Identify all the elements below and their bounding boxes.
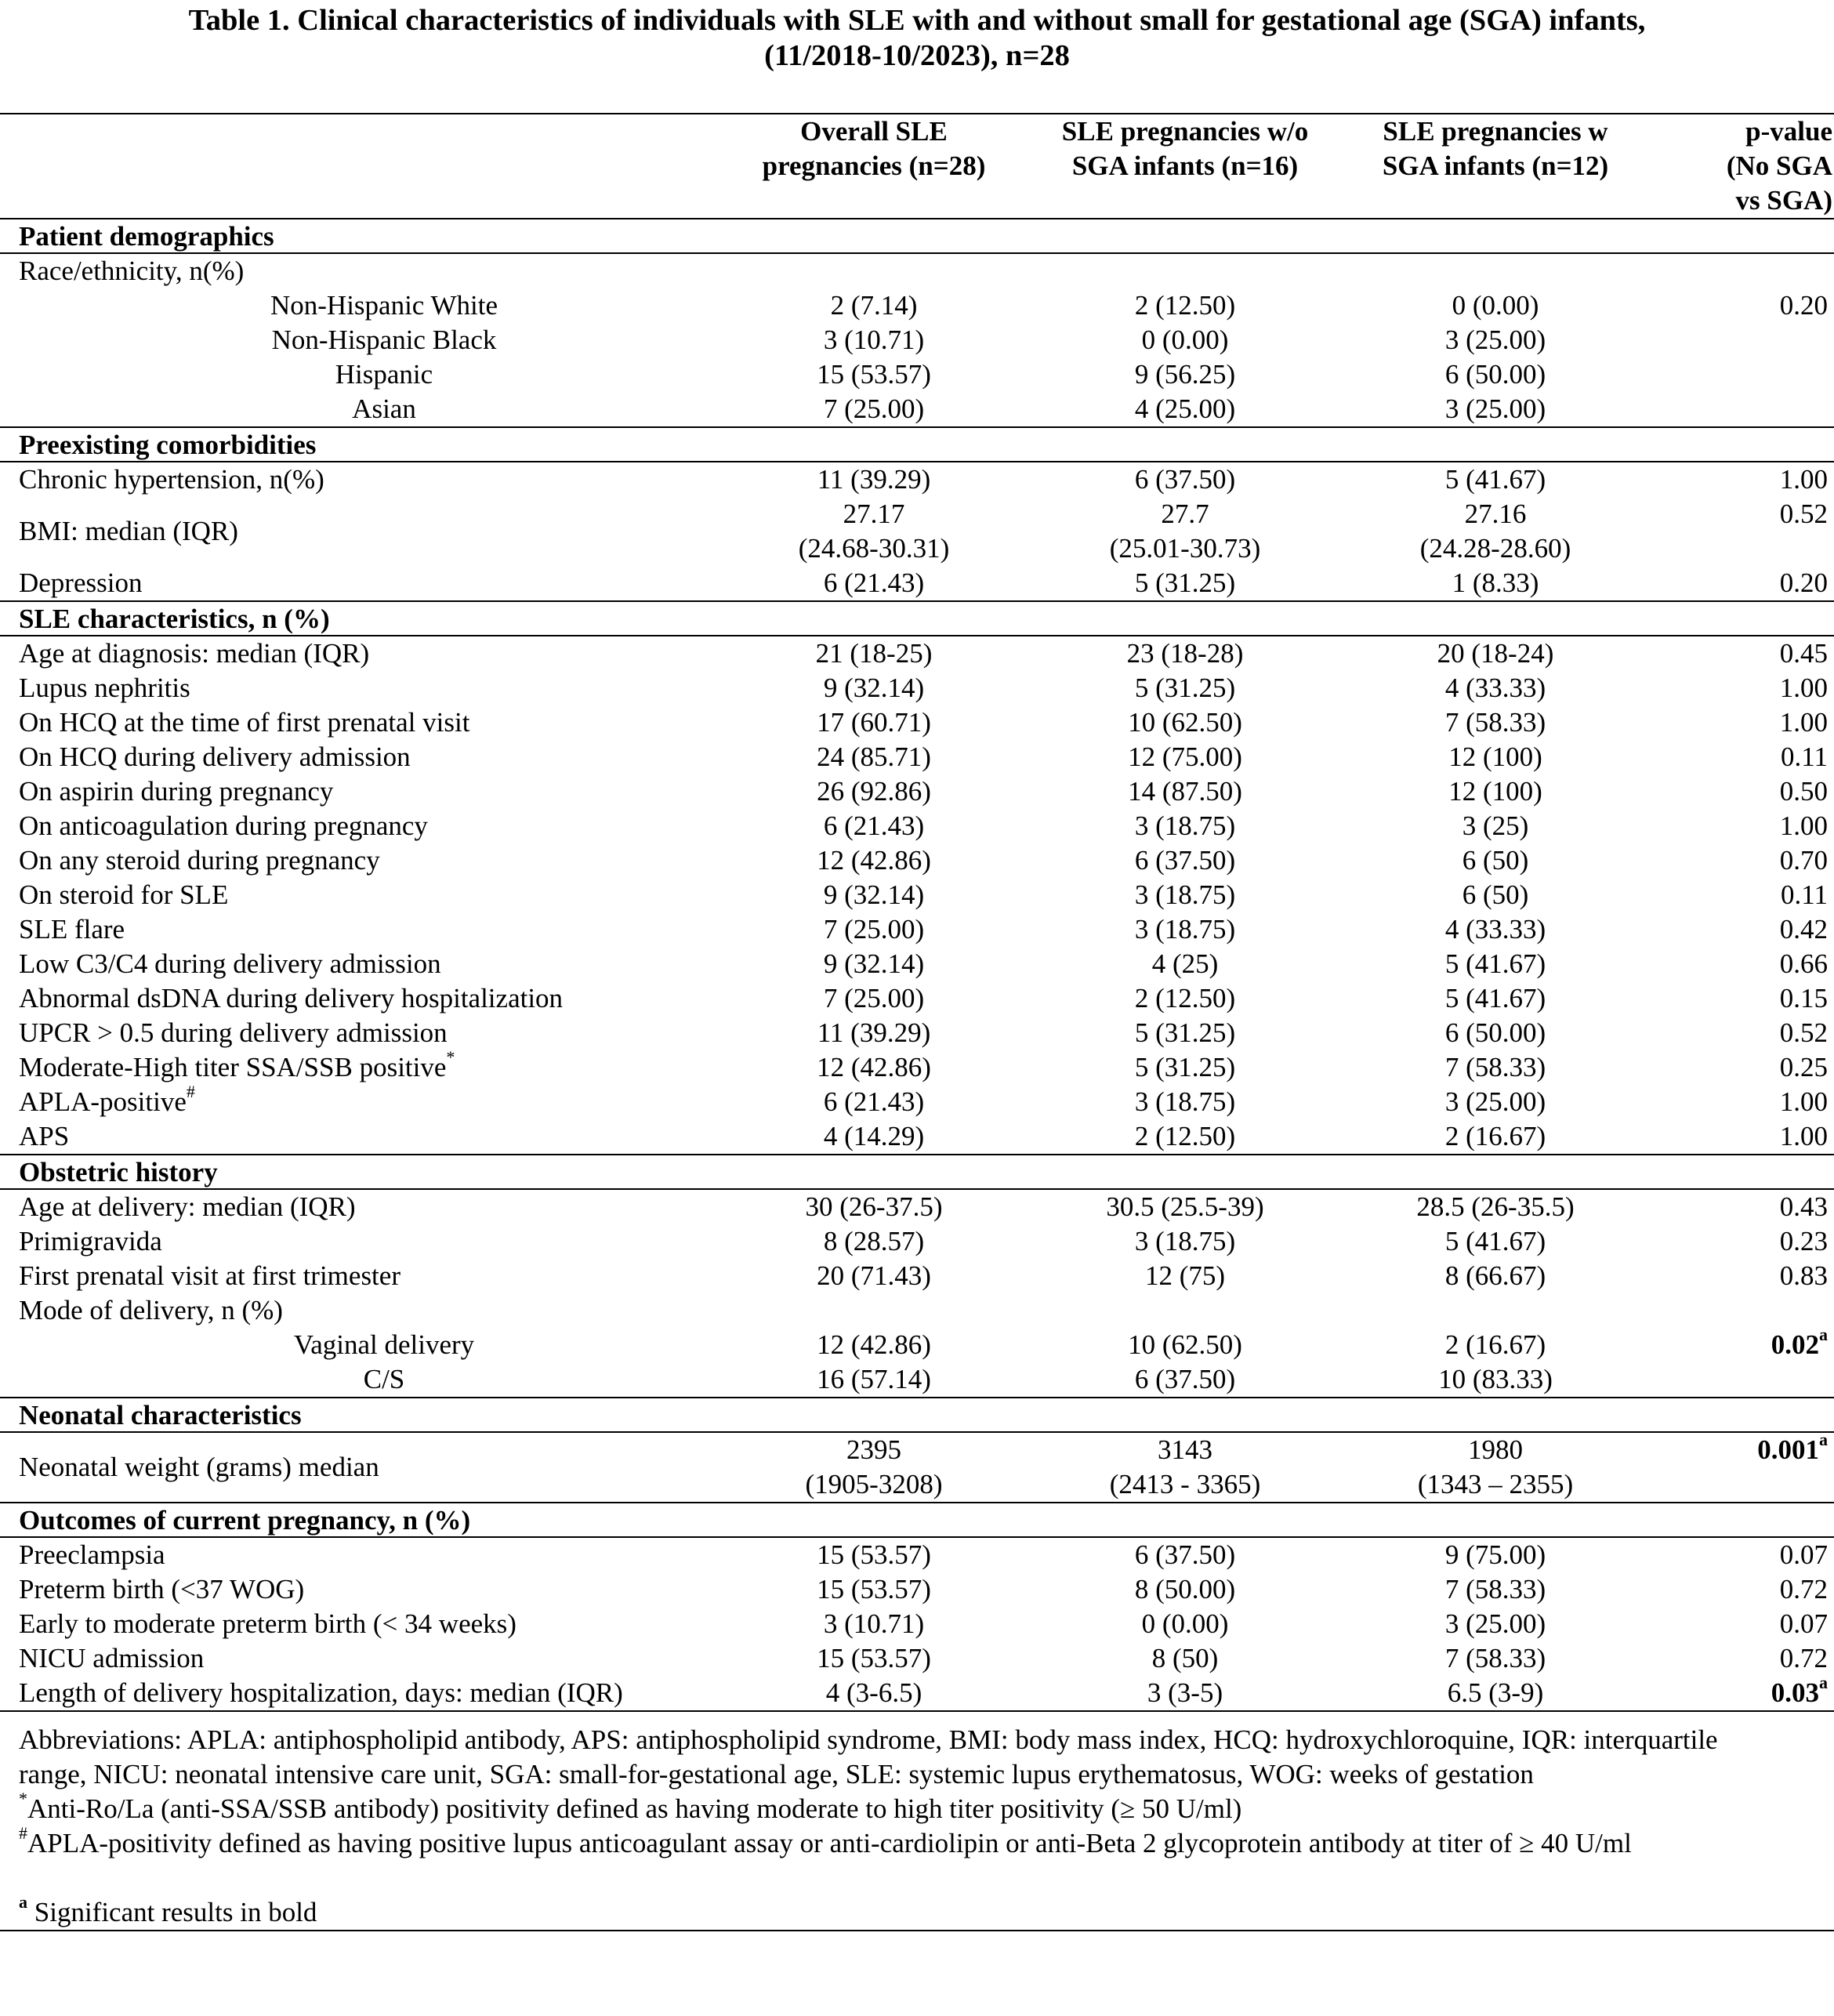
row-label-text: Non-Hispanic White — [270, 290, 498, 321]
cell-no_sga-upcr-0-5-during-delivery-admission: 5 (31.25) — [1134, 1017, 1236, 1048]
footnote-significance — [19, 1892, 317, 1930]
row-label-hispanic — [0, 357, 768, 392]
section-title-neonatal-characteristics: Neonatal characteristics — [19, 1400, 302, 1430]
cell-pvalue-preeclampsia — [1671, 1538, 1828, 1572]
footnote-marker: * — [446, 1047, 455, 1068]
cell-pvalue-on-hcq-during-delivery-admission — [1671, 740, 1828, 774]
cell-sga-non-hispanic-white: 0 (0.00) — [1452, 290, 1539, 321]
row-label-low-c3-c4-during-delivery-admission — [19, 947, 441, 981]
row-label-text: Early to moderate preterm birth (< 34 weeks) — [19, 1608, 516, 1639]
cell-sga-first-prenatal-visit-at-first-trimester: 8 (66.67) — [1444, 1260, 1546, 1291]
cell-sga-early-to-moderate-preterm-birth-34-weeks: 3 (25.00) — [1444, 1608, 1546, 1639]
row-label-age-at-diagnosis-median-iqr — [19, 636, 369, 671]
cell-no_sga-nicu-admission: 8 (50) — [1151, 1643, 1219, 1673]
cell-pvalue-lupus-nephritis — [1671, 671, 1828, 705]
row-label-text: On HCQ during delivery admission — [19, 741, 411, 772]
row-label-text: On anticoagulation during pregnancy — [19, 810, 428, 841]
cell-pvalue-moderate-high-titer-ssa-ssb-positive — [1671, 1050, 1828, 1085]
header-pvalue-line-2: (No SGA — [1726, 150, 1832, 181]
row-label-text: Hispanic — [335, 359, 433, 390]
section-title-patient-demographics: Patient demographics — [19, 221, 274, 252]
row-label-text: Moderate-High titer SSA/SSB positive — [19, 1052, 447, 1082]
cell-pvalue-sle-flare — [1671, 912, 1828, 947]
row-label-preeclampsia — [19, 1538, 165, 1572]
cell-sga-primigravida: 5 (41.67) — [1444, 1226, 1546, 1256]
cell-no_sga-bmi-median-iqr-line-1: 27.7 — [1161, 499, 1209, 529]
cell-sga-lupus-nephritis: 4 (33.33) — [1444, 673, 1546, 703]
row-label-text: SLE flare — [19, 914, 125, 945]
significance-marker: a — [1819, 1325, 1828, 1345]
header-overall-line-1: Overall SLE — [800, 116, 948, 147]
pvalue-text: 0.52 — [1779, 1017, 1828, 1048]
pvalue-text: 0.52 — [1779, 499, 1828, 529]
cell-no_sga-non-hispanic-black: 0 (0.00) — [1141, 325, 1229, 355]
cell-no_sga-depression: 5 (31.25) — [1134, 567, 1236, 598]
significance-marker: a — [1819, 1673, 1828, 1693]
cell-pvalue-first-prenatal-visit-at-first-trimester — [1671, 1259, 1828, 1293]
cell-no_sga-low-c3-c4-during-delivery-admission: 4 (25) — [1151, 948, 1219, 979]
cell-overall-sle-flare: 7 (25.00) — [823, 914, 925, 945]
row-label-text: Low C3/C4 during delivery admission — [19, 948, 441, 979]
row-label-apla-positive — [19, 1082, 195, 1119]
pvalue-text: 0.20 — [1779, 567, 1828, 598]
cell-overall-non-hispanic-white: 2 (7.14) — [830, 290, 918, 321]
pvalue-text: 1.00 — [1779, 464, 1828, 495]
row-label-on-hcq-during-delivery-admission — [19, 740, 411, 774]
row-label-nicu-admission — [19, 1641, 204, 1676]
cell-sga-apla-positive: 3 (25.00) — [1444, 1086, 1546, 1117]
row-label-text: C/S — [363, 1364, 405, 1394]
cell-overall-moderate-high-titer-ssa-ssb-positive: 12 (42.86) — [817, 1052, 931, 1082]
cell-sga-on-aspirin-during-pregnancy: 12 (100) — [1448, 776, 1542, 807]
pvalue-text: 0.001 — [1757, 1434, 1819, 1465]
row-label-text: Abnormal dsDNA during delivery hospitalization — [19, 983, 564, 1013]
header-pvalue-line-1: p-value — [1745, 116, 1832, 147]
row-label-text: Asian — [352, 393, 416, 424]
row-label-sle-flare — [19, 912, 125, 947]
cell-sga-bmi-median-iqr-line-1: 27.16 — [1464, 499, 1527, 529]
cell-no_sga-lupus-nephritis: 5 (31.25) — [1134, 673, 1236, 703]
cell-overall-abnormal-dsdna-during-delivery-hospitalization: 7 (25.00) — [823, 983, 925, 1013]
cell-sga-on-steroid-for-sle: 6 (50) — [1462, 879, 1529, 910]
cell-overall-depression: 6 (21.43) — [823, 567, 925, 598]
table-body-bottom-rule — [0, 1710, 1834, 1712]
cell-no_sga-preeclampsia: 6 (37.50) — [1134, 1539, 1236, 1570]
footnote-marker: # — [186, 1082, 195, 1102]
cell-overall-upcr-0-5-during-delivery-admission: 11 (39.29) — [817, 1017, 931, 1048]
row-label-text: Neonatal weight (grams) median — [19, 1452, 379, 1482]
cell-sga-low-c3-c4-during-delivery-admission: 5 (41.67) — [1444, 948, 1546, 979]
cell-no_sga-hispanic: 9 (56.25) — [1134, 359, 1236, 390]
row-label-text: Chronic hypertension, n(%) — [19, 464, 324, 495]
cell-no_sga-on-hcq-at-the-time-of-first-prenatal-visit: 10 (62.50) — [1128, 707, 1242, 738]
cell-no_sga-aps: 2 (12.50) — [1134, 1121, 1236, 1151]
row-label-lupus-nephritis — [19, 671, 190, 705]
cell-pvalue-on-anticoagulation-during-pregnancy — [1671, 809, 1828, 843]
footnote-star — [19, 1789, 1242, 1826]
row-label-text: Age at delivery: median (IQR) — [19, 1191, 356, 1222]
cell-pvalue-nicu-admission — [1671, 1641, 1828, 1676]
pvalue-text: 0.66 — [1779, 948, 1828, 979]
cell-no_sga-on-any-steroid-during-pregnancy: 6 (37.50) — [1134, 845, 1236, 876]
cell-overall-preeclampsia: 15 (53.57) — [817, 1539, 931, 1570]
pvalue-text: 0.07 — [1779, 1608, 1828, 1639]
cell-sga-sle-flare: 4 (33.33) — [1444, 914, 1546, 945]
row-label-depression — [19, 566, 142, 600]
cell-pvalue-abnormal-dsdna-during-delivery-hospitalization — [1671, 981, 1828, 1016]
cell-overall-age-at-diagnosis-median-iqr: 21 (18-25) — [815, 638, 933, 669]
cell-pvalue-neonatal-weight-grams-median — [1671, 1430, 1828, 1467]
cell-pvalue-on-any-steroid-during-pregnancy — [1671, 843, 1828, 878]
cell-no_sga-age-at-delivery-median-iqr: 30.5 (25.5-39) — [1106, 1191, 1264, 1222]
cell-sga-bmi-median-iqr-line-2: (24.28-28.60) — [1419, 533, 1571, 564]
cell-no_sga-preterm-birth-37-wog: 8 (50.00) — [1134, 1574, 1236, 1604]
cell-pvalue-on-steroid-for-sle — [1671, 878, 1828, 912]
cell-overall-on-any-steroid-during-pregnancy: 12 (42.86) — [817, 845, 931, 876]
header-no-sga-line-1: SLE pregnancies w/o — [1061, 116, 1309, 147]
row-label-on-aspirin-during-pregnancy — [19, 774, 333, 809]
cell-overall-on-hcq-during-delivery-admission: 24 (85.71) — [817, 741, 931, 772]
pvalue-text: 1.00 — [1779, 810, 1828, 841]
cell-overall-first-prenatal-visit-at-first-trimester: 20 (71.43) — [817, 1260, 931, 1291]
significance-marker: a — [1819, 1430, 1828, 1450]
cell-overall-chronic-hypertension-n: 11 (39.29) — [817, 464, 931, 495]
pvalue-text: 0.83 — [1779, 1260, 1828, 1291]
cell-pvalue-age-at-delivery-median-iqr — [1671, 1190, 1828, 1224]
row-label-text: On steroid for SLE — [19, 879, 229, 910]
cell-overall-preterm-birth-37-wog: 15 (53.57) — [817, 1574, 931, 1604]
cell-overall-early-to-moderate-preterm-birth-34-weeks: 3 (10.71) — [823, 1608, 925, 1639]
cell-no_sga-neonatal-weight-grams-median-line-2: (2413 - 3365) — [1109, 1469, 1261, 1499]
cell-no_sga-on-aspirin-during-pregnancy: 14 (87.50) — [1128, 776, 1242, 807]
row-label-race-ethnicity-n — [19, 254, 244, 288]
cell-overall-hispanic: 15 (53.57) — [817, 359, 931, 390]
row-label-text: Race/ethnicity, n(%) — [19, 256, 245, 286]
cell-no_sga-chronic-hypertension-n: 6 (37.50) — [1134, 464, 1236, 495]
cell-sga-on-hcq-during-delivery-admission: 12 (100) — [1448, 741, 1542, 772]
cell-no_sga-neonatal-weight-grams-median-line-1: 3143 — [1158, 1434, 1212, 1465]
footnote-star-mark: * — [19, 1789, 27, 1809]
cell-overall-lupus-nephritis: 9 (32.14) — [823, 673, 925, 703]
cell-overall-c-s: 16 (57.14) — [817, 1364, 931, 1394]
cell-pvalue-apla-positive — [1671, 1085, 1828, 1119]
cell-sga-neonatal-weight-grams-median-line-2: (1343 – 2355) — [1417, 1469, 1574, 1499]
pvalue-text: 0.03 — [1771, 1677, 1819, 1708]
cell-sga-hispanic: 6 (50.00) — [1444, 359, 1546, 390]
pvalue-text: 1.00 — [1779, 707, 1828, 738]
cell-overall-low-c3-c4-during-delivery-admission: 9 (32.14) — [823, 948, 925, 979]
row-label-mode-of-delivery-n — [19, 1293, 283, 1328]
cell-sga-on-hcq-at-the-time-of-first-prenatal-visit: 7 (58.33) — [1444, 707, 1546, 738]
cell-pvalue-length-of-delivery-hospitalization-days-median-iqr — [1671, 1673, 1828, 1710]
pvalue-text: 0.72 — [1779, 1643, 1828, 1673]
pvalue-text: 0.15 — [1779, 983, 1828, 1013]
cell-sga-on-any-steroid-during-pregnancy: 6 (50) — [1462, 845, 1529, 876]
cell-overall-apla-positive: 6 (21.43) — [823, 1086, 925, 1117]
cell-sga-preterm-birth-37-wog: 7 (58.33) — [1444, 1574, 1546, 1604]
row-label-early-to-moderate-preterm-birth-34-weeks — [19, 1607, 516, 1641]
footnote-hash-mark: # — [19, 1823, 27, 1844]
header-sga-line-1: SLE pregnancies w — [1383, 116, 1608, 147]
cell-overall-bmi-median-iqr-line-1: 27.17 — [843, 499, 905, 529]
pvalue-text: 0.11 — [1781, 879, 1828, 910]
table-title-line-1: Table 1. Clinical characteristics of individuals with SLE with and without small for gestational age (SGA) infants, — [188, 4, 1646, 37]
cell-pvalue-early-to-moderate-preterm-birth-34-weeks — [1671, 1607, 1828, 1641]
cell-no_sga-c-s: 6 (37.50) — [1134, 1364, 1236, 1394]
cell-sga-non-hispanic-black: 3 (25.00) — [1444, 325, 1546, 355]
cell-overall-non-hispanic-black: 3 (10.71) — [823, 325, 925, 355]
row-label-text: On HCQ at the time of first prenatal visit — [19, 707, 470, 738]
cell-overall-length-of-delivery-hospitalization-days-median-iqr: 4 (3-6.5) — [825, 1677, 922, 1708]
row-label-neonatal-weight-grams-median — [19, 1450, 379, 1485]
cell-no_sga-vaginal-delivery: 10 (62.50) — [1128, 1329, 1242, 1360]
pvalue-text: 0.11 — [1781, 741, 1828, 772]
section-title-outcomes-of-current-pregnancy-n: Outcomes of current pregnancy, n (%) — [19, 1505, 471, 1536]
cell-sga-preeclampsia: 9 (75.00) — [1444, 1539, 1546, 1570]
cell-sga-neonatal-weight-grams-median-line-1: 1980 — [1468, 1434, 1523, 1465]
cell-pvalue-preterm-birth-37-wog — [1671, 1572, 1828, 1607]
cell-pvalue-bmi-median-iqr — [1671, 497, 1828, 531]
cell-no_sga-early-to-moderate-preterm-birth-34-weeks: 0 (0.00) — [1141, 1608, 1229, 1639]
cell-overall-on-hcq-at-the-time-of-first-prenatal-visit: 17 (60.71) — [817, 707, 931, 738]
row-label-on-hcq-at-the-time-of-first-prenatal-visit — [19, 705, 469, 740]
cell-no_sga-age-at-diagnosis-median-iqr: 23 (18-28) — [1126, 638, 1244, 669]
row-label-text: Length of delivery hospitalization, days: median (IQR) — [19, 1677, 623, 1708]
table-title-line-2: (11/2018-10/2023), n=28 — [764, 39, 1070, 72]
section-rule-top-patient-demographics — [0, 218, 1834, 219]
footnote-a-mark: a — [19, 1892, 27, 1913]
row-label-text: BMI: median (IQR) — [19, 516, 238, 546]
row-label-preterm-birth-37-wog — [19, 1572, 304, 1607]
cell-pvalue-on-hcq-at-the-time-of-first-prenatal-visit — [1671, 705, 1828, 740]
row-label-text: APS — [19, 1121, 70, 1151]
cell-pvalue-primigravida — [1671, 1224, 1828, 1259]
pvalue-text: 0.50 — [1779, 776, 1828, 807]
pvalue-text: 0.25 — [1779, 1052, 1828, 1082]
row-label-age-at-delivery-median-iqr — [19, 1190, 356, 1224]
row-label-primigravida — [19, 1224, 162, 1259]
header-no-sga-line-2: SGA infants (n=16) — [1071, 150, 1299, 181]
cell-sga-vaginal-delivery: 2 (16.67) — [1444, 1329, 1546, 1360]
row-label-text: Preeclampsia — [19, 1539, 165, 1570]
footnote-abbreviations-1: Abbreviations: APLA: antiphospholipid antibody, APS: antiphospholipid syndrome, BMI: body mass index, HCQ: hydroxychloroquine, IQR: interquartile — [19, 1724, 1718, 1755]
row-label-text: Vaginal delivery — [293, 1329, 475, 1360]
cell-overall-vaginal-delivery: 12 (42.86) — [817, 1329, 931, 1360]
pvalue-text: 0.42 — [1779, 914, 1828, 945]
row-label-text: Non-Hispanic Black — [271, 325, 497, 355]
cell-sga-chronic-hypertension-n: 5 (41.67) — [1444, 464, 1546, 495]
row-label-text: APLA-positive — [19, 1086, 187, 1117]
pvalue-text: 0.07 — [1779, 1539, 1828, 1570]
row-label-upcr-0-5-during-delivery-admission — [19, 1016, 448, 1050]
row-label-text: Depression — [19, 567, 143, 598]
section-rule-top-obstetric-history — [0, 1154, 1834, 1155]
pvalue-text: 0.20 — [1779, 290, 1828, 321]
cell-overall-nicu-admission: 15 (53.57) — [817, 1643, 931, 1673]
cell-pvalue-depression — [1671, 566, 1828, 600]
cell-pvalue-age-at-diagnosis-median-iqr — [1671, 636, 1828, 671]
cell-no_sga-on-steroid-for-sle: 3 (18.75) — [1134, 879, 1236, 910]
cell-no_sga-sle-flare: 3 (18.75) — [1134, 914, 1236, 945]
pvalue-text: 1.00 — [1779, 1121, 1828, 1151]
section-rule-bottom-patient-demographics — [0, 252, 1834, 254]
cell-sga-moderate-high-titer-ssa-ssb-positive: 7 (58.33) — [1444, 1052, 1546, 1082]
cell-sga-age-at-diagnosis-median-iqr: 20 (18-24) — [1437, 638, 1554, 669]
row-label-text: On aspirin during pregnancy — [19, 776, 334, 807]
row-label-moderate-high-titer-ssa-ssb-positive — [19, 1047, 455, 1085]
row-label-length-of-delivery-hospitalization-days-median-iqr — [19, 1676, 623, 1710]
cell-no_sga-bmi-median-iqr-line-2: (25.01-30.73) — [1109, 533, 1261, 564]
cell-sga-asian: 3 (25.00) — [1444, 393, 1546, 424]
cell-no_sga-non-hispanic-white: 2 (12.50) — [1134, 290, 1236, 321]
cell-overall-neonatal-weight-grams-median-line-1: 2395 — [846, 1434, 901, 1465]
cell-sga-abnormal-dsdna-during-delivery-hospitalization: 5 (41.67) — [1444, 983, 1546, 1013]
cell-pvalue-on-aspirin-during-pregnancy — [1671, 774, 1828, 809]
row-label-text: Mode of delivery, n (%) — [19, 1295, 283, 1325]
cell-no_sga-on-anticoagulation-during-pregnancy: 3 (18.75) — [1134, 810, 1236, 841]
row-label-text: UPCR > 0.5 during delivery admission — [19, 1017, 448, 1048]
header-sga-line-2: SGA infants (n=12) — [1382, 150, 1609, 181]
row-label-asian — [0, 392, 768, 426]
footnote-abbreviations-2: range, NICU: neonatal intensive care unit, SGA: small-for-gestational age, SLE: systemic lupus erythematosus, WOG: weeks of gestation — [19, 1759, 1534, 1789]
row-label-chronic-hypertension-n — [19, 462, 324, 497]
cell-overall-neonatal-weight-grams-median-line-2: (1905-3208) — [805, 1469, 943, 1499]
row-label-text: Primigravida — [19, 1226, 162, 1256]
cell-overall-bmi-median-iqr-line-2: (24.68-30.31) — [798, 533, 950, 564]
row-label-c-s — [0, 1362, 768, 1397]
row-label-text: NICU admission — [19, 1643, 205, 1673]
pvalue-text: 0.72 — [1779, 1574, 1828, 1604]
footnote-hash — [19, 1823, 1632, 1861]
cell-sga-age-at-delivery-median-iqr: 28.5 (26-35.5) — [1416, 1191, 1575, 1222]
row-label-abnormal-dsdna-during-delivery-hospitalization — [19, 981, 563, 1016]
cell-pvalue-aps — [1671, 1119, 1828, 1154]
row-label-non-hispanic-black — [0, 323, 768, 357]
pvalue-text: 0.45 — [1779, 638, 1828, 669]
row-label-on-steroid-for-sle — [19, 878, 228, 912]
cell-sga-aps: 2 (16.67) — [1444, 1121, 1546, 1151]
cell-pvalue-vaginal-delivery — [1671, 1325, 1828, 1362]
header-overall-line-2: pregnancies (n=28) — [762, 150, 986, 181]
footnote-a-text: Significant results in bold — [27, 1897, 317, 1927]
section-title-obstetric-history: Obstetric history — [19, 1157, 218, 1187]
row-label-bmi-median-iqr — [19, 514, 238, 549]
table-bottom-rule — [0, 1930, 1834, 1931]
cell-pvalue-chronic-hypertension-n — [1671, 462, 1828, 497]
cell-no_sga-apla-positive: 3 (18.75) — [1134, 1086, 1236, 1117]
cell-no_sga-on-hcq-during-delivery-admission: 12 (75.00) — [1128, 741, 1242, 772]
cell-overall-primigravida: 8 (28.57) — [823, 1226, 925, 1256]
cell-sga-upcr-0-5-during-delivery-admission: 6 (50.00) — [1444, 1017, 1546, 1048]
section-title-preexisting-comorbidities: Preexisting comorbidities — [19, 430, 317, 460]
row-label-on-anticoagulation-during-pregnancy — [19, 809, 428, 843]
header-pvalue-line-3: vs SGA) — [1735, 185, 1832, 216]
cell-overall-on-anticoagulation-during-pregnancy: 6 (21.43) — [823, 810, 925, 841]
cell-overall-age-at-delivery-median-iqr: 30 (26-37.5) — [805, 1191, 943, 1222]
cell-sga-depression: 1 (8.33) — [1452, 567, 1539, 598]
row-label-text: On any steroid during pregnancy — [19, 845, 380, 876]
cell-overall-aps: 4 (14.29) — [823, 1121, 925, 1151]
cell-sga-length-of-delivery-hospitalization-days-median-iqr: 6.5 (3-9) — [1447, 1677, 1544, 1708]
section-title-sle-characteristics-n: SLE characteristics, n (%) — [19, 604, 330, 634]
cell-pvalue-non-hispanic-white — [1671, 288, 1828, 323]
cell-overall-on-steroid-for-sle: 9 (32.14) — [823, 879, 925, 910]
pvalue-text: 0.70 — [1779, 845, 1828, 876]
cell-overall-asian: 7 (25.00) — [823, 393, 925, 424]
pvalue-text: 1.00 — [1779, 673, 1828, 703]
pvalue-text: 0.43 — [1779, 1191, 1828, 1222]
row-label-on-any-steroid-during-pregnancy — [19, 843, 380, 878]
cell-no_sga-length-of-delivery-hospitalization-days-median-iqr: 3 (3-5) — [1147, 1677, 1223, 1708]
row-label-aps — [19, 1119, 69, 1154]
cell-no_sga-abnormal-dsdna-during-delivery-hospitalization: 2 (12.50) — [1134, 983, 1236, 1013]
cell-pvalue-low-c3-c4-during-delivery-admission — [1671, 947, 1828, 981]
row-label-text: Age at diagnosis: median (IQR) — [19, 638, 370, 669]
footnote-hash-text: APLA-positivity defined as having positive lupus anticoagulant assay or anti-cardiolipin or anti-Beta 2 glycoprotein antibody at titer of ≥ 40 U/ml — [27, 1828, 1632, 1858]
row-label-non-hispanic-white — [0, 288, 768, 323]
row-label-vaginal-delivery — [0, 1328, 768, 1362]
cell-no_sga-primigravida: 3 (18.75) — [1134, 1226, 1236, 1256]
cell-sga-on-anticoagulation-during-pregnancy: 3 (25) — [1462, 810, 1529, 841]
cell-no_sga-asian: 4 (25.00) — [1134, 393, 1236, 424]
footnote-star-text: Anti-Ro/La (anti-SSA/SSB antibody) positivity defined as having moderate to high titer positivity (≥ 50 U/ml) — [27, 1793, 1242, 1824]
cell-no_sga-moderate-high-titer-ssa-ssb-positive: 5 (31.25) — [1134, 1052, 1236, 1082]
pvalue-text: 1.00 — [1779, 1086, 1828, 1117]
cell-overall-on-aspirin-during-pregnancy: 26 (92.86) — [817, 776, 931, 807]
row-label-text: First prenatal visit at first trimester — [19, 1260, 401, 1291]
row-label-first-prenatal-visit-at-first-trimester — [19, 1259, 401, 1293]
pvalue-text: 0.02 — [1771, 1329, 1819, 1360]
cell-no_sga-first-prenatal-visit-at-first-trimester: 12 (75) — [1144, 1260, 1226, 1291]
pvalue-text: 0.23 — [1779, 1226, 1828, 1256]
cell-sga-c-s: 10 (83.33) — [1438, 1364, 1553, 1394]
row-label-text: Lupus nephritis — [19, 673, 190, 703]
cell-sga-nicu-admission: 7 (58.33) — [1444, 1643, 1546, 1673]
row-label-text: Preterm birth (<37 WOG) — [19, 1574, 305, 1604]
cell-pvalue-upcr-0-5-during-delivery-admission — [1671, 1016, 1828, 1050]
